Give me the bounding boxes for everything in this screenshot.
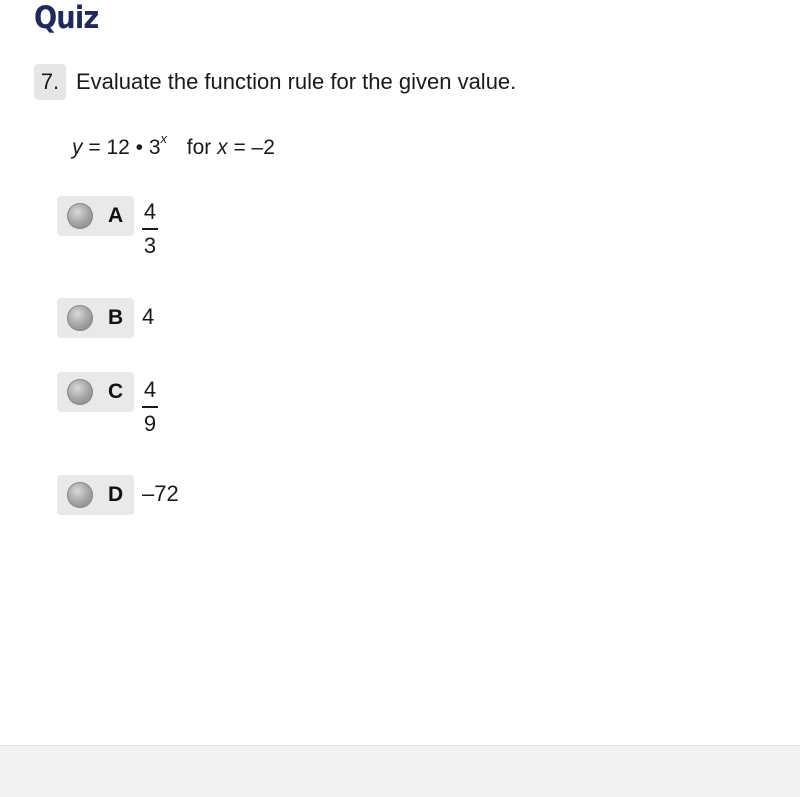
equation-dot: •	[135, 136, 144, 159]
question-prompt: Evaluate the function rule for the given value.	[76, 69, 517, 94]
choice-d-button[interactable]	[57, 475, 134, 515]
equation	[72, 128, 275, 162]
choice-letter: B	[108, 306, 124, 329]
radio-button-icon[interactable]	[67, 379, 93, 405]
equation-base: 3	[148, 136, 161, 159]
choice-d-value: –72	[142, 481, 179, 506]
footer-bar	[0, 745, 800, 797]
choice-b-value: 4	[142, 304, 155, 329]
choice-c-button[interactable]	[57, 372, 134, 412]
radio-button-icon[interactable]	[67, 482, 93, 508]
fraction-bar	[142, 406, 158, 408]
equation-equals: =	[88, 136, 101, 159]
quiz-title: Quiz	[34, 0, 99, 36]
equation-y-var: y	[72, 136, 83, 159]
choice-letter: A	[108, 204, 124, 227]
choice-a-button[interactable]	[57, 196, 134, 236]
choice-letter: C	[108, 380, 124, 403]
choice-b-button[interactable]	[57, 298, 134, 338]
equation-exponent: x	[160, 131, 168, 146]
equation-x-var: x	[217, 136, 228, 159]
fraction-denominator: 3	[143, 233, 157, 258]
choice-c-fraction	[142, 378, 158, 436]
equation-for: for	[186, 136, 212, 159]
equation-equals-2: =	[233, 136, 246, 159]
radio-button-icon[interactable]	[67, 305, 93, 331]
fraction-bar	[142, 228, 158, 230]
choice-letter: D	[108, 483, 124, 506]
fraction-denominator: 9	[143, 411, 157, 436]
equation-coefficient: 12	[106, 136, 130, 159]
choice-a-fraction	[142, 200, 158, 258]
question-number: 7.	[34, 64, 66, 100]
fraction-numerator: 4	[143, 377, 157, 402]
fraction-numerator: 4	[143, 199, 157, 224]
equation-value: –2	[251, 136, 275, 159]
radio-button-icon[interactable]	[67, 203, 93, 229]
